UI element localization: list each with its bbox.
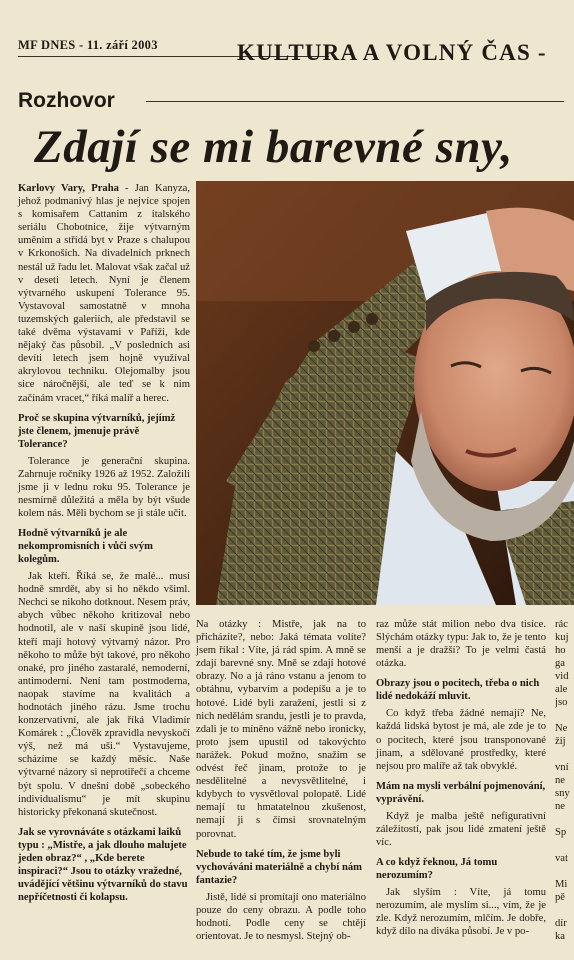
column-4-fragment: vid (555, 671, 569, 682)
column-4-fragment (555, 904, 574, 917)
column-4-fragment: žij (555, 736, 566, 747)
column-4-fragment (555, 839, 574, 852)
question-5: Obrazy jsou o pocitech, třeba o nich lidé nedokáží mluvit. (376, 678, 540, 703)
article-column-2 (196, 618, 366, 943)
column-4-fragment (555, 813, 574, 826)
intro-text: - Jan Kanyza, jehož podmanivý hlas je nejvíce spojen s komisařem Cattanim z italského seriálu Chobotnice, žije výtvarným uměním a střídá byt v Praze s chalupou v Krkonoších. Na divadelních prknech nestál už řadu let. Malovat však začal už v deseti letech. Nyní je členem výtvarného uskupení Tolerance 95. Vystavoval samostatně v mnoha tuzemských galeriích, ale představil se také dvěma výstavami v Paříži, kde nějaký čas působil. „V posledních asi devíti letech jsem hojně využíval akrylovou techniku. Olejomalby jsou sice náročnější, ale teď se k nim začínám vracet,“ říká malíř a herec. (18, 183, 191, 404)
column-4-fragment: ne (555, 801, 565, 812)
article-column-1 (18, 182, 190, 908)
column-4-fragment: vní (555, 762, 569, 773)
question-6: Mám na mysli verbální pojmenování, vyprávění. (376, 780, 546, 805)
column-4-fragment: rác (555, 619, 568, 630)
answer-6: Když je malba ještě nefigurativní záležitostí, pak jsou lidé zmatení ještě víc. (376, 810, 546, 849)
portrait-photo (196, 181, 574, 605)
column-4-fragment: ka (555, 931, 565, 942)
intro-paragraph (18, 182, 190, 405)
dateline: Karlovy Vary, Praha (18, 183, 119, 194)
column-4-fragment: Mi (555, 879, 568, 890)
article-column-3 (376, 618, 546, 939)
column-4-fragment: vat (555, 853, 568, 864)
column-4-fragment: sny (555, 788, 570, 799)
column-4-fragment: Ne (555, 723, 568, 734)
answer-7: Jak slyším : Víte, já tomu nerozumím, ale myslím si..., vím, že je zle. Když nerozumím, mlčím. Je dobře, když dílo na diváka působí. Je v po- (376, 887, 546, 938)
question-2: Hodně výtvarníků je ale nekompromisních i vůči svým kolegům. (18, 528, 153, 566)
column-4-fragment: ho (555, 645, 566, 656)
column-4-fragment: dír (555, 918, 567, 929)
question-7: A co když řeknou, Já tomu nerozumím? (376, 857, 498, 882)
column-4-fragment: Sp (555, 827, 567, 838)
question-3: Jak se vyrovnáváte s otázkami laiků typu : „Mistře, a jak dlouho malujete jeden obraz?“ , „Kde berete inspiraci?“ Jsou to otázky vražedné, uvádějící většinu výtvarníků do stavu nepříčetnosti či kolapsu. (18, 826, 188, 903)
headline: Zdají se mi barevné sny, (34, 121, 513, 173)
article-column-4-cropped (555, 618, 574, 943)
rubric-divider (146, 101, 564, 102)
column-4-fragment (555, 748, 574, 761)
column-4-fragment: ale (555, 684, 568, 695)
answer-2: Jak kteří. Říká se, že malé... musí hodně smrdět, aby si ho někdo všiml. Nechci se nikoho dotknout. Nesem práv, abych vůbec někoho kritizoval nebo hodnotil, ale v naší skupině jsou lidé, kteří mají hotový výtvarný názor. Pro někoho to může být takové, pro někoho onaké, pro jiného zastaralé, nemoderní, antimoderní. Není tam postmoderna, naopak stavíme na kvalitách a hodnotách jiného rázu. Jsme trochu konzervativní, ale jak říká Vladimír Komárek : „Člověk zpravidla nevyskočí výš, než má uši.“ Vystavujeme, scházíme se každý měsíc. Naše výtvarné názory si neprotiřečí a chceme být spolu. V dnešní době „sobeckého individualismu“ je mít skupinu historicky překonaná skutečnost. (18, 571, 191, 818)
column-4-fragment (555, 709, 574, 722)
issue-date-line: MF DNES - 11. září 2003 (18, 38, 158, 52)
portrait-photo-icon (196, 181, 574, 605)
question-1: Proč se skupina výtvarníků, jejímž jste členem, jmenuje právě Tolerance? (18, 412, 176, 450)
answer-4-continued: raz může stát milion nebo dva tisíce. Slýchám otázky typu: Jak to, že je tento menší a je dražší? To je velmi častá otázka. (376, 619, 546, 670)
column-4-fragment: pě (555, 892, 565, 903)
answer-1: Tolerance je generační skupina. Zahrnuje ročníky 1926 až 1952. Založili jsme ji v lednu roku 95. Tolerance je nesmírně důležitá a měla by být všude kolem nás. Měli bychom se ji stále učit. (18, 455, 190, 519)
answer-5: Co když třeba žádné nemají? Ne, každá lidská bytost je má, ale zde je to o pocitech, které jsou transponované jinam, a sdělované prostředky, které nejsou pro malíře až tak obvyklé. (376, 708, 546, 772)
answer-3: Na otázky : Mistře, jak na to přicházíte?, nebo: Jaká témata volíte? jsem říkal : Víte, já rád spím. A mně se zdají barevné sny. Mně se zdají hotové obrazy. No a já ráno vstanu a jenom to obtáhnu, vybarvím a podepíšu a je to hotové. Lidé byli zaražení, jestli si z nich nedělám srandu, jestli je to pravda, zdali je to míněno vážně nebo ironicky, proto jsem upustil od takovýchto narážek. Pokud možno, snažím se odvést řeč jinam, protože to je nesdělitelné a nevysvětlitelné, i kdybych to vysvětloval polopatě. Lidé nemají tu hmatatelnou zkušenost, nemají ji s čímsi srovnatelným porovnat. (196, 619, 366, 840)
column-4-fragment: ga (555, 658, 565, 669)
column-4-fragment: ne (555, 775, 565, 786)
rubric-label: Rozhovor (18, 89, 115, 112)
section-title: KULTURA A VOLNÝ ČAS - (237, 40, 547, 65)
column-4-fragment: kuj (555, 632, 569, 643)
column-4-fragment (555, 865, 574, 878)
question-4: Nebude to také tím, že jsme byli vychováváni materiálně a chybí nám fantazie? (196, 848, 362, 886)
answer-4: Jistě, lidé si promítají ono materiálno pouze do ceny obrazu. A podle toho hodnotí. Podle ceny se chtějí orientovat. Je to nesmysl. Stejný ob- (196, 891, 366, 942)
column-4-fragment: jso (555, 697, 568, 708)
